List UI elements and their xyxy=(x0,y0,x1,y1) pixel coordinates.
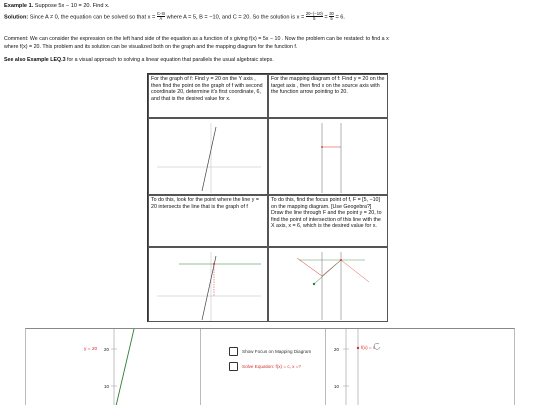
controls-view xyxy=(201,329,326,405)
problem-statement: Suppose 5x − 10 = 20. Find x. xyxy=(34,3,110,9)
graph-image-2 xyxy=(148,247,268,322)
fraction-numerator: C−B xyxy=(156,11,166,16)
cell-graph-step: To do this, look for the point where the line y = 20 intersects the line that is the graph of f xyxy=(148,195,268,247)
mapping-view[interactable] xyxy=(326,329,514,405)
solution-line: Solution: Since A ≠ 0, the equation can be solved so that x = $\frac{C-B}{A}$ where A = 5, B = −10, and C = 20. So the solution is x = $\frac{20-(-10)}{5}$ = $\frac{30}{5}$ = 6. xyxy=(4,11,345,22)
mapping-canvas[interactable] xyxy=(326,329,514,405)
solution-label: Solution: xyxy=(4,14,29,21)
mapping-image-1 xyxy=(268,118,388,195)
mapping-plot-1 xyxy=(269,119,388,195)
see-also-suffix: for a visual approach to solving a linear equation that parallels the usual algebraic steps. xyxy=(65,57,274,63)
function-label: f(x) = c xyxy=(361,345,376,350)
mapping-image-2 xyxy=(268,247,388,322)
cell-mapping-step: To do this, find the focus point of f, F = [5, −10] on the mapping diagram. [Use Geogebra?] Draw the line through F and the point y = 20, to find the point of intersection of this line with the X axis, x = 6, which is the desired value for x. xyxy=(268,195,388,247)
example-leq3-link[interactable]: Example LEQ.3 xyxy=(26,57,66,63)
map-tick-10: 10 xyxy=(334,384,339,389)
solution-fraction-2 xyxy=(306,12,323,22)
y-tick-10: 10 xyxy=(104,384,109,389)
graph-canvas[interactable] xyxy=(26,329,201,405)
comment-line-2: where f(x) = 20. This problem and its solution can be visualized both on the graph and the mapping diagram for the function f. xyxy=(4,44,298,50)
y-equals-20-label: y = 20 xyxy=(84,347,98,352)
visualization-table xyxy=(147,73,388,322)
fraction-denominator: 5 xyxy=(313,16,316,22)
cell-mapping-header: For the mapping diagram of f: Find y = 20 on the target axis , then find x on the source axis with the function arrow pointing to 20. xyxy=(268,74,388,118)
graph-plot-2 xyxy=(149,248,268,322)
solution-fraction-3 xyxy=(329,12,334,22)
example-title: Example 1. xyxy=(4,3,34,9)
geogebra-applet[interactable] xyxy=(25,328,515,405)
solve-equation-label: Solve Equation: f(x) = c, x =? xyxy=(242,364,301,369)
rotate-icon xyxy=(374,343,380,349)
fraction-denominator: 5 xyxy=(330,16,333,22)
fraction-numerator: 20−(−10) xyxy=(305,11,323,16)
solution-fraction-1 xyxy=(157,12,165,22)
solution-result: = 6. xyxy=(335,14,345,21)
graph-view[interactable] xyxy=(26,329,201,405)
cell-graph-header: For the graph of f: Find y = 20 on the Y axis , then find the point on the graph of f with second coordinate 20, determine it's first coordinate, 6, and that is the desired value for x. xyxy=(148,74,268,118)
solution-text-2: where A = 5, B = −10, and C = 20. So the solution is x = xyxy=(166,14,305,21)
solve-equation-checkbox[interactable] xyxy=(229,362,238,371)
show-focus-checkbox[interactable] xyxy=(229,347,238,356)
show-focus-label: Show Focus on Mapping Diagram xyxy=(242,349,312,354)
map-tick-20: 20 xyxy=(334,347,339,352)
mapping-plot-2 xyxy=(269,248,388,322)
fraction-denominator: A xyxy=(159,16,163,22)
graph-plot-1 xyxy=(149,119,268,195)
solution-text-1: Since A ≠ 0, the equation can be solved so that x = xyxy=(29,14,156,21)
example-line xyxy=(4,3,109,10)
comment-line-1: Comment: We can consider the expression on the left hand side of the equation as a function of x giving f(x) = 5x − 10 . Now the problem can be restated: to find a x xyxy=(4,36,389,42)
graph-image-1 xyxy=(148,118,268,195)
see-also-prefix: See also xyxy=(4,57,27,63)
y-tick-20: 20 xyxy=(104,347,109,352)
see-also-line xyxy=(4,57,274,64)
fraction-numerator: 30 xyxy=(329,11,334,16)
